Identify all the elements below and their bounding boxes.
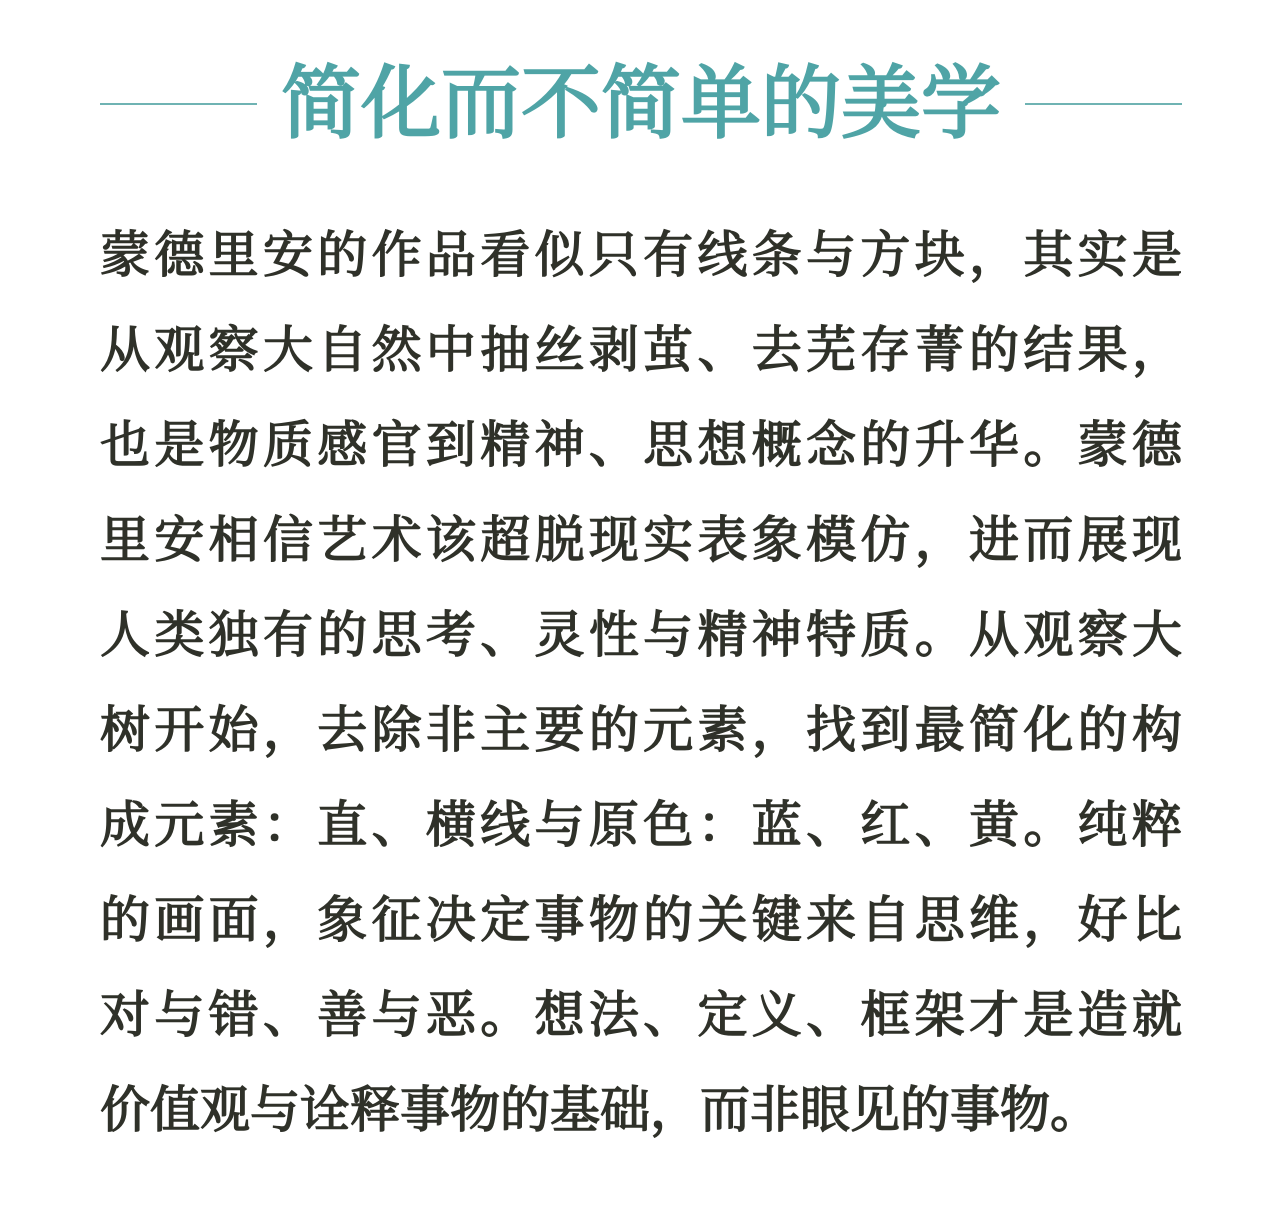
paragraph-line: 里安相信艺术该超脱现实表象模仿，进而展现 — [100, 511, 1182, 569]
right-divider — [1025, 103, 1182, 105]
section-header — [100, 52, 1182, 156]
left-divider — [100, 103, 257, 105]
body-paragraph — [100, 208, 1182, 1158]
paragraph-line: 也是物质感官到精神、思想概念的升华。蒙德 — [100, 416, 1182, 474]
paragraph-line: 蒙德里安的作品看似只有线条与方块，其实是 — [100, 226, 1182, 284]
paragraph-line: 树开始，去除非主要的元素，找到最简化的构 — [100, 701, 1182, 759]
paragraph-line: 价值观与诠释事物的基础，而非眼见的事物。 — [100, 1081, 1100, 1139]
paragraph-line: 成元素：直、横线与原色：蓝、红、黄。纯粹 — [100, 796, 1182, 854]
paragraph-line: 的画面，象征决定事物的关键来自思维，好比 — [100, 891, 1182, 949]
paragraph-line: 人类独有的思考、灵性与精神特质。从观察大 — [100, 606, 1182, 664]
page-title: 简化而不简单的美学 — [281, 57, 1001, 150]
paragraph-line: 对与错、善与恶。想法、定义、框架才是造就 — [100, 986, 1182, 1044]
paragraph-line: 从观察大自然中抽丝剥茧、去芜存菁的结果， — [100, 321, 1182, 379]
